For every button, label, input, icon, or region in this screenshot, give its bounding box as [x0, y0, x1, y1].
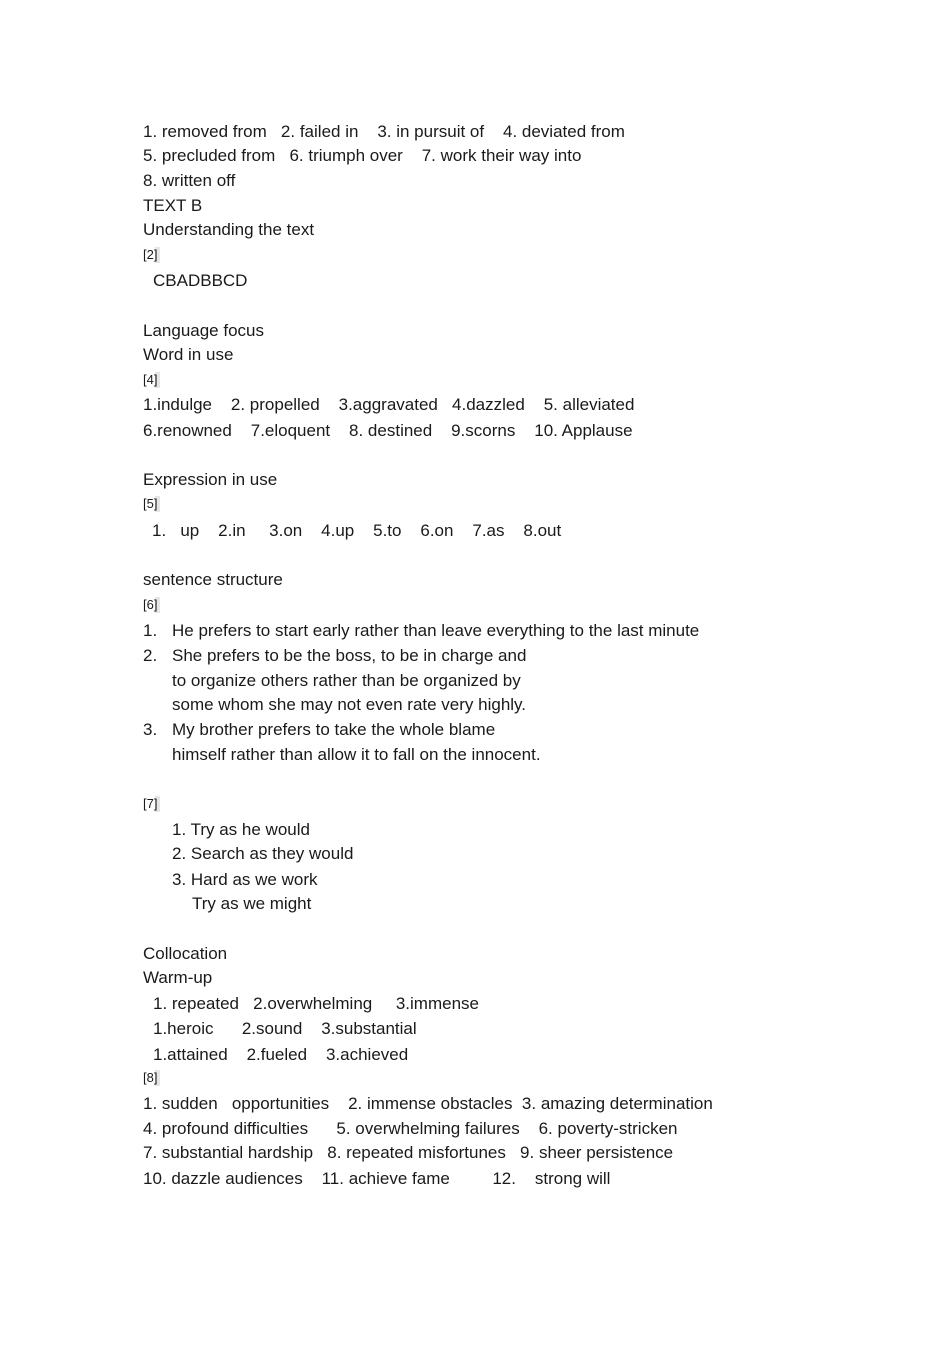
collocation-heading: Collocation — [143, 944, 228, 963]
section7-line: 2. Search as they would — [172, 844, 354, 863]
collocation-line-2: 5. precluded from 6. triumph over 7. work their way into — [143, 146, 582, 165]
section7-line: 1. Try as he would — [172, 820, 310, 839]
collocation-answer-line: 4. profound difficulties 5. overwhelming failures 6. poverty-stricken — [143, 1119, 678, 1138]
warm-up-heading: Warm-up — [143, 968, 213, 987]
collocation-line-1: 1. removed from 2. failed in 3. in pursuit of 4. deviated from — [143, 122, 625, 141]
collocation-answer-line: 7. substantial hardship 8. repeated misfortunes 9. sheer persistence — [143, 1143, 674, 1162]
sentence-item-line: She prefers to be the boss, to be in charge and — [172, 646, 527, 665]
sentence-item-number: 3. — [143, 720, 158, 739]
word-in-use-heading: Word in use — [143, 345, 234, 364]
collocation-line-3: 8. written off — [143, 171, 236, 190]
sentence-item-number: 1. — [143, 621, 158, 640]
sentence-item-line: some whom she may not even rate very highly. — [172, 695, 527, 714]
sentence-item-line: himself rather than allow it to fall on the innocent. — [172, 745, 541, 764]
text-b-heading: TEXT B — [143, 196, 203, 215]
collocation-answer-line: 1. sudden opportunities 2. immense obstacles 3. amazing determination — [143, 1094, 713, 1113]
section-tag-4: [4] — [143, 372, 160, 388]
section-tag-2: [2] — [143, 247, 160, 263]
sentence-item-line: to organize others rather than be organized by — [172, 671, 521, 690]
section7-line: 3. Hard as we work — [172, 870, 318, 889]
section-tag-8: [8] — [143, 1070, 160, 1086]
section-tag-6: [6] — [143, 597, 160, 613]
word-in-use-line-1: 1.indulge 2. propelled 3.aggravated 4.dazzled 5. alleviated — [143, 395, 635, 414]
collocation-answer-line: 10. dazzle audiences 11. achieve fame 12. strong will — [143, 1169, 611, 1188]
section7-extra-line: Try as we might — [192, 894, 312, 913]
warm-up-line: 1.attained 2.fueled 3.achieved — [153, 1045, 409, 1064]
sentence-item-line: He prefers to start early rather than leave everything to the last minute — [172, 621, 700, 640]
section-tag-7: [7] — [143, 796, 160, 812]
expression-in-use-heading: Expression in use — [143, 470, 278, 489]
word-in-use-line-2: 6.renowned 7.eloquent 8. destined 9.scorns 10. Applause — [143, 421, 633, 440]
sentence-item-line: My brother prefers to take the whole blame — [172, 720, 496, 739]
language-focus-heading: Language focus — [143, 321, 264, 340]
sentence-item-number: 2. — [143, 646, 158, 665]
warm-up-line: 1.heroic 2.sound 3.substantial — [153, 1019, 417, 1038]
understanding-answer: CBADBBCD — [153, 271, 248, 290]
warm-up-line: 1. repeated 2.overwhelming 3.immense — [153, 994, 479, 1013]
sentence-structure-heading: sentence structure — [143, 570, 283, 589]
expression-in-use-answers: 1. up 2.in 3.on 4.up 5.to 6.on 7.as 8.out — [152, 521, 562, 540]
section-tag-5: [5] — [143, 496, 160, 512]
understanding-heading: Understanding the text — [143, 220, 315, 239]
